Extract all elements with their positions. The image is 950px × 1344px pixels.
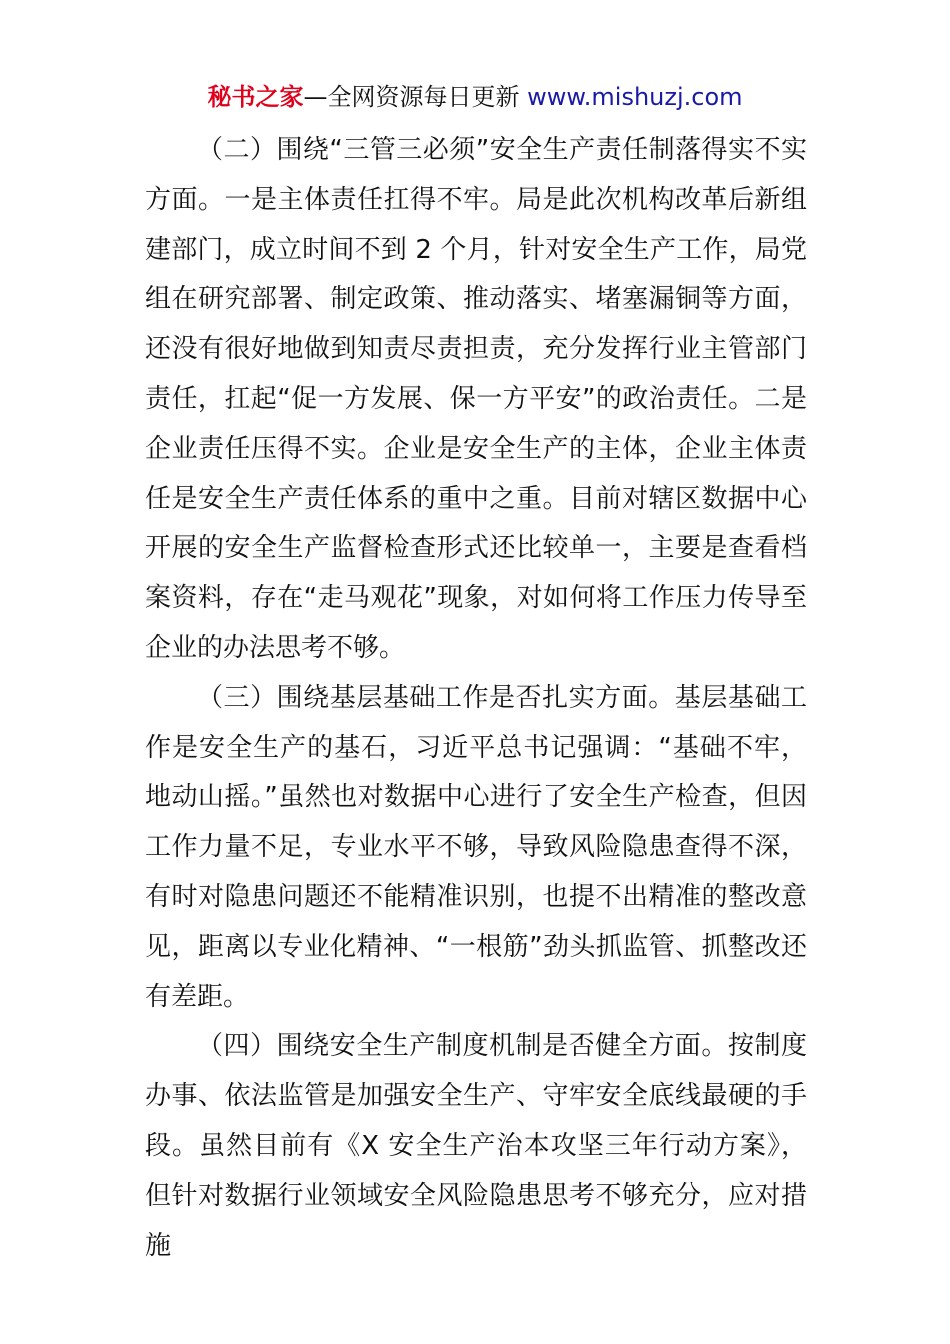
- paragraph-section-four: （四）围绕安全生产制度机制是否健全方面。按制度办事、依法监管是加强安全生产、守牢安全底线最硬的手段。虽然目前有《X 安全生产治本攻坚三年行动方案》，但针对数据行业领域安全风险隐患思考不够充分，应对措施: [145, 1031, 807, 1261]
- paragraph-section-two: （二）围绕“三管三必须”安全生产责任制落得实不实方面。一是主体责任扛得不牢。局是此次机构改革后新组建部门，成立时间不到 2 个月，针对安全生产工作，局党组在研究部署、制定政策、推动落实、堵塞漏铜等方面，还没有很好地做到知责尽责担责，充分发挥行业主管部门责任，扛起“促一方发展、保一方平安”的政治责任。二是企业责任压得不实。企业是安全生产的主体，企业主体责任是安全生产责任体系的重中之重。目前对辖区数据中心开展的安全生产监督检查形式还比较单一，主要是查看档案资料，存在“走马观花”现象，对如何将工作压力传导至企业的办法思考不够。: [145, 135, 807, 663]
- site-url[interactable]: www.mishuzj.com: [527, 83, 743, 111]
- document-body: [145, 126, 807, 1271]
- site-header: [0, 80, 950, 114]
- paragraph-section-three: （三）围绕基层基础工作是否扎实方面。基层基础工作是安全生产的基石，习近平总书记强调：“基础不牢，地动山摇。”虽然也对数据中心进行了安全生产检查，但因工作力量不足，专业水平不够，导致风险隐患查得不深，有时对隐患问题还不能精准识别，也提不出精准的整改意见，距离以专业化精神、“一根筋”劲头抓监管、抓整改还有差距。: [145, 682, 807, 1012]
- site-brand: 秘书之家: [207, 83, 304, 111]
- site-tagline: —全网资源每日更新: [303, 83, 520, 111]
